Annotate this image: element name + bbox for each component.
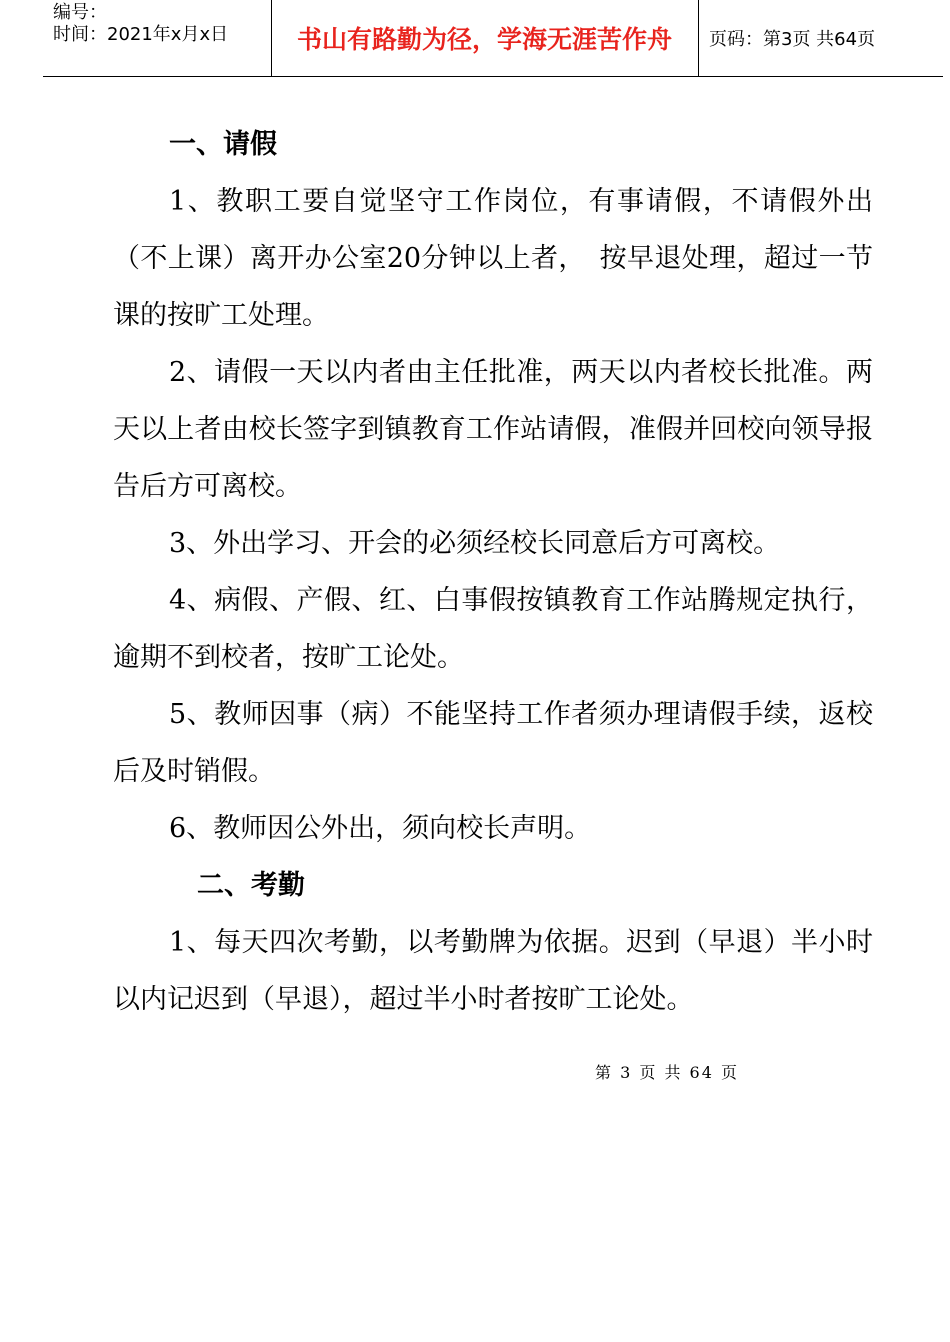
header-page-number: 页码：第3页 共64页 [709,29,876,50]
leave-rule-1: 1、教职工要自觉坚守工作岗位，有事请假，不请假外出（不上课）离开办公室20分钟以上者， 按早退处理，超过一节课的按旷工处理。 [113,186,873,331]
document-date: 时间：2021年x月x日 [53,24,229,45]
section-heading-attendance: 二、考勤 [197,870,305,901]
page-header [43,0,943,77]
header-motto: 书山有路勤为径，学海无涯苦作舟 [296,25,672,54]
leave-rule-6: 6、教师因公外出，须向校长声明。 [169,813,592,844]
leave-rule-4: 4、病假、产假、红、白事假按镇教育工作站腾规定执行，逾期不到校者，按旷工论处。 [113,585,873,673]
leave-rule-5: 5、教师因事（病）不能坚持工作者须办理请假手续，返校后及时销假。 [113,699,873,787]
section-heading-leave: 一、请假 [169,129,277,160]
leave-rule-2: 2、请假一天以内者由主任批准，两天以内者校长批准。两天以上者由校长签字到镇教育工作站请假，准假并回校向领导报告后方可离校。 [113,357,873,502]
document-body [113,116,873,1028]
attendance-rule-1: 1、每天四次考勤，以考勤牌为依据。迟到（早退）半小时以内记迟到（早退），超过半小时者按旷工论处。 [113,927,873,1015]
header-meta-cell [43,0,272,76]
document-number-label: 编号： [53,2,107,23]
leave-rule-3: 3、外出学习、开会的必须经校长同意后方可离校。 [169,528,781,559]
header-motto-cell [271,0,699,76]
footer-page-number: 第 3 页 共 64 页 [595,1063,739,1082]
header-page-cell [699,0,943,76]
